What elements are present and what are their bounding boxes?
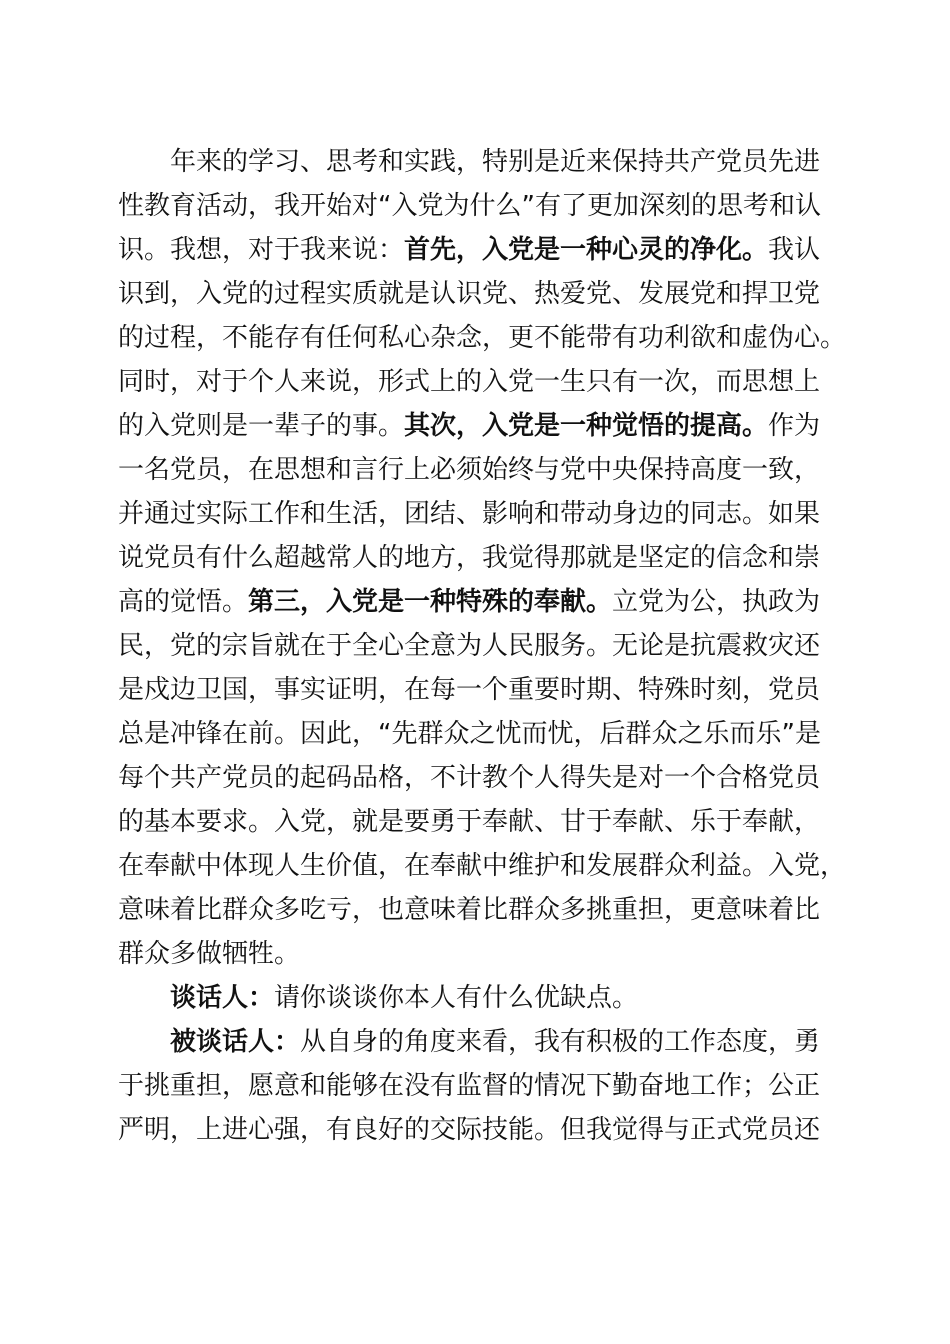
- text-line: [118, 976, 830, 1020]
- text-line: [118, 228, 830, 272]
- text-segment: 识到，入党的过程实质就是认识党、热爱党、发展党和捍卫党: [118, 279, 821, 309]
- text-line: [118, 536, 830, 580]
- text-line: [118, 624, 830, 668]
- text-segment: 群众多做牺牲。: [118, 939, 301, 969]
- text-segment: 性教育活动，我开始对“入党为什么”有了更加深刻的思考和认: [118, 191, 821, 221]
- text-segment: 在奉献中体现人生价值，在奉献中维护和发展群众利益。入党，: [118, 851, 847, 881]
- document-body: [118, 140, 847, 1152]
- text-line: [118, 316, 847, 360]
- bold-point-heading: 其次，入党是一种觉悟的提高。: [404, 411, 769, 441]
- text-segment: 我认: [768, 235, 821, 265]
- text-segment: 一名党员，在思想和言行上必须始终与党中央保持高度一致，: [118, 455, 821, 485]
- text-line: [118, 888, 830, 932]
- text-segment: 的基本要求。入党，就是要勇于奉献、甘于奉献、乐于奉献，: [118, 807, 821, 837]
- text-segment: 请你谈谈你本人有什么优缺点。: [274, 983, 639, 1013]
- text-line: [118, 272, 830, 316]
- text-line: [118, 756, 830, 800]
- text-line: [118, 404, 830, 448]
- text-line: [118, 668, 830, 712]
- text-segment: 并通过实际工作和生活，团结、影响和带动身边的同志。如果: [118, 499, 821, 529]
- text-line: [118, 1020, 830, 1064]
- text-segment: 作为: [768, 411, 821, 441]
- text-segment: 同时，对于个人来说，形式上的入党一生只有一次，而思想上: [118, 367, 821, 397]
- bold-point-heading: 首先，入党是一种心灵的净化。: [404, 235, 769, 265]
- text-segment: 严明，上进心强，有良好的交际技能。但我觉得与正式党员还: [118, 1115, 821, 1145]
- text-line: [118, 184, 830, 228]
- text-line: [118, 492, 830, 536]
- text-segment: 年来的学习、思考和实践，特别是近来保持共产党员先进: [170, 147, 821, 177]
- text-segment: 立党为公，执政为: [612, 587, 821, 617]
- text-segment: 于挑重担，愿意和能够在没有监督的情况下勤奋地工作；公正: [118, 1071, 821, 1101]
- text-segment: 民，党的宗旨就在于全心全意为人民服务。无论是抗震救灾还: [118, 631, 821, 661]
- text-segment: 总是冲锋在前。因此，“先群众之忧而忧，后群众之乐而乐”是: [118, 719, 821, 749]
- text-segment: 从自身的角度来看，我有积极的工作态度，勇: [300, 1027, 821, 1057]
- text-line: [118, 140, 830, 184]
- bold-point-heading: 第三，入党是一种特殊的奉献。: [248, 587, 613, 617]
- text-line: [118, 1064, 830, 1108]
- text-segment: 识。我想，对于我来说：: [118, 235, 405, 265]
- text-segment: 每个共产党员的起码品格，不计教个人得失是对一个合格党员: [118, 763, 821, 793]
- speaker-label-interviewee: 被谈话人：: [170, 1027, 301, 1057]
- text-line: [118, 800, 830, 844]
- text-segment: 是戍边卫国，事实证明，在每一个重要时期、特殊时刻，党员: [118, 675, 821, 705]
- speaker-label-interviewer: 谈话人：: [170, 983, 275, 1013]
- text-segment: 的过程，不能存有任何私心杂念，更不能带有功利欲和虚伪心。: [118, 323, 847, 353]
- text-line: [118, 844, 847, 888]
- text-segment: 说党员有什么超越常人的地方，我觉得那就是坚定的信念和崇: [118, 543, 821, 573]
- text-line: [118, 448, 830, 492]
- text-line: [118, 360, 830, 404]
- text-line: [118, 1108, 830, 1152]
- text-line: [118, 580, 830, 624]
- text-segment: 意味着比群众多吃亏，也意味着比群众多挑重担，更意味着比: [118, 895, 821, 925]
- text-segment: 的入党则是一辈子的事。: [118, 411, 405, 441]
- text-line: [118, 712, 830, 756]
- text-line: [118, 932, 830, 976]
- text-segment: 高的觉悟。: [118, 587, 249, 617]
